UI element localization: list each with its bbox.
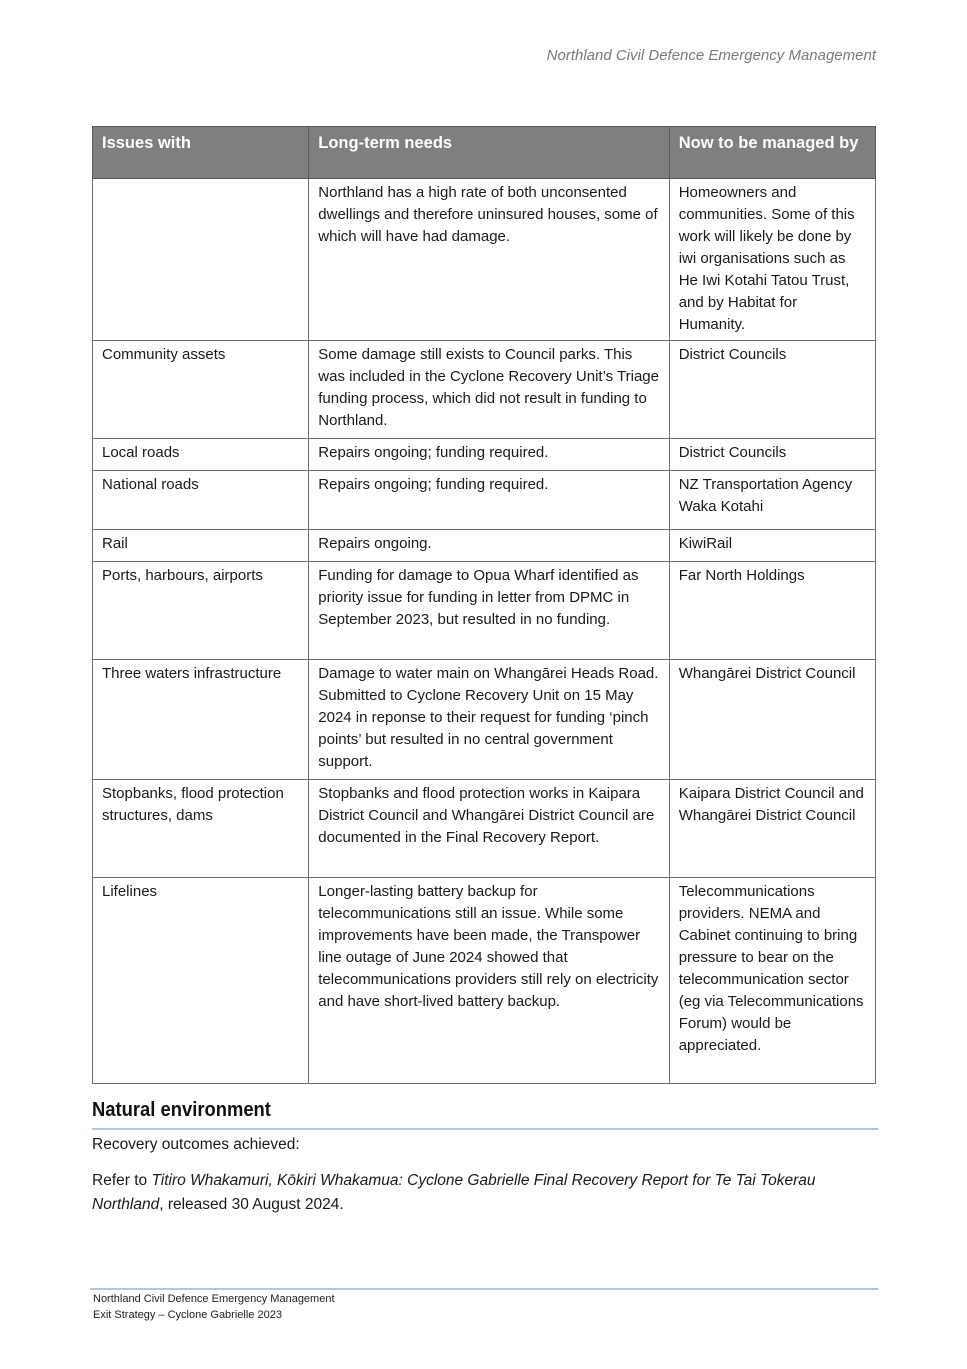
column-header-needs: Long-term needs <box>309 127 669 179</box>
managed-cell: District Councils <box>669 341 875 439</box>
issue-cell: Community assets <box>93 341 309 439</box>
outcomes-label: Recovery outcomes achieved: <box>92 1136 300 1153</box>
page-header: Northland Civil Defence Emergency Management <box>546 47 876 64</box>
needs-cell: Some damage still exists to Council parks. This was included in the Cyclone Recovery Unit’s Triage funding process, which did not result in funding to Northland. <box>309 341 669 439</box>
column-header-managed: Now to be managed by <box>669 127 875 179</box>
footer-divider <box>90 1288 878 1290</box>
managed-cell: Whangārei District Council <box>669 660 875 780</box>
managed-cell: KiwiRail <box>669 530 875 562</box>
issue-cell: National roads <box>93 471 309 530</box>
issue-cell: Stopbanks, flood protection structures, dams <box>93 780 309 878</box>
managed-cell: Telecommunications providers. NEMA and Cabinet continuing to bring pressure to bear on the telecommunication sector (eg via Telecommunications Forum) would be appreciated. <box>669 878 875 1084</box>
section-title-natural-environment: Natural environment <box>92 1099 271 1121</box>
table-header-row <box>93 127 876 179</box>
footer-doc-title: Exit Strategy – Cyclone Gabrielle 2023 <box>93 1309 282 1321</box>
table-row <box>93 471 876 530</box>
needs-cell: Funding for damage to Opua Wharf identified as priority issue for funding in letter from DPMC in September 2023, but resulted in no funding. <box>309 562 669 660</box>
issue-cell: Lifelines <box>93 878 309 1084</box>
footer-org: Northland Civil Defence Emergency Management <box>93 1293 335 1305</box>
issue-cell <box>93 179 309 341</box>
needs-cell: Repairs ongoing; funding required. <box>309 439 669 471</box>
managed-cell: Kaipara District Council and Whangārei District Council <box>669 780 875 878</box>
table-row <box>93 179 876 341</box>
managed-cell: NZ Transportation Agency Waka Kotahi <box>669 471 875 530</box>
issues-table <box>92 126 876 1084</box>
refer-paragraph <box>92 1169 872 1217</box>
table-row <box>93 530 876 562</box>
report-title: Titiro Whakamuri, Kōkiri Whakamua: Cyclone Gabrielle Final Recovery Report for Te Tai Tokerau Northland <box>92 1172 816 1213</box>
refer-prefix: Refer to <box>92 1172 152 1189</box>
needs-cell: Damage to water main on Whangārei Heads Road. Submitted to Cyclone Recovery Unit on 15 May 2024 in reponse to their request for funding ‘pinch points’ but resulted in no central government support. <box>309 660 669 780</box>
column-header-issues: Issues with <box>93 127 309 179</box>
managed-cell: Far North Holdings <box>669 562 875 660</box>
refer-suffix: , released 30 August 2024. <box>159 1196 344 1213</box>
table-row <box>93 341 876 439</box>
section-divider <box>92 1128 878 1130</box>
table-row <box>93 878 876 1084</box>
table-row <box>93 780 876 878</box>
issue-cell: Local roads <box>93 439 309 471</box>
needs-cell: Stopbanks and flood protection works in Kaipara District Council and Whangārei District Council are documented in the Final Recovery Report. <box>309 780 669 878</box>
needs-cell: Northland has a high rate of both unconsented dwellings and therefore uninsured houses, some of which will have had damage. <box>309 179 669 341</box>
issue-cell: Three waters infrastructure <box>93 660 309 780</box>
managed-cell: District Councils <box>669 439 875 471</box>
needs-cell: Longer-lasting battery backup for telecommunications still an issue. While some improvements have been made, the Transpower line outage of June 2024 showed that telecommunications providers still rely on electricity and have short-lived battery backup. <box>309 878 669 1084</box>
managed-cell: Homeowners and communities. Some of this work will likely be done by iwi organisations such as He Iwi Kotahi Tatou Trust, and by Habitat for Humanity. <box>669 179 875 341</box>
issue-cell: Rail <box>93 530 309 562</box>
issue-cell: Ports, harbours, airports <box>93 562 309 660</box>
table-row <box>93 562 876 660</box>
table-row <box>93 439 876 471</box>
needs-cell: Repairs ongoing; funding required. <box>309 471 669 530</box>
table-row <box>93 660 876 780</box>
needs-cell: Repairs ongoing. <box>309 530 669 562</box>
